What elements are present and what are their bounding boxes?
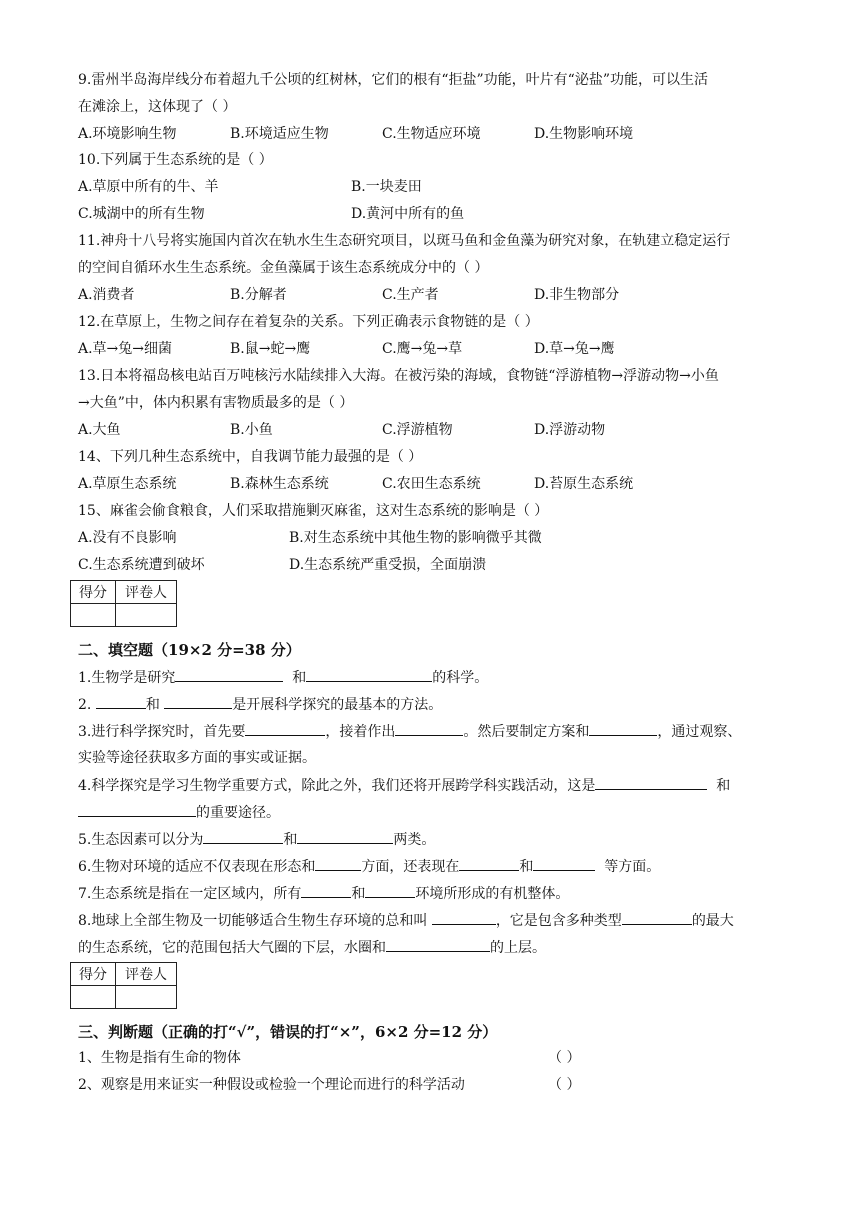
option-a: A.草原中所有的牛、羊	[78, 179, 219, 195]
option-d: D.草→兔→鹰	[534, 341, 615, 357]
question-15-options-row1	[78, 526, 788, 550]
score-cell[interactable]	[71, 604, 116, 627]
option-a: A.环境影响生物	[78, 126, 177, 142]
answer-blank[interactable]	[96, 692, 146, 709]
fill-question-2	[78, 692, 788, 716]
text: 的重要途径。	[196, 805, 280, 821]
option-a: A.没有不良影响	[78, 530, 177, 546]
answer-blank[interactable]	[589, 719, 657, 736]
question-13-options	[78, 418, 788, 442]
text: 的最大	[691, 913, 734, 929]
question-text: 11.神舟十八号将实施国内首次在轨水生生态研究项目，以斑马鱼和金鱼藻为研究对象，在轨建立稳定运行	[78, 233, 731, 249]
text: ，它是包含多种类型	[495, 913, 622, 929]
grader-label: 评卷人	[116, 963, 177, 986]
fill-question-3-cont	[78, 746, 788, 770]
text: ，接着作出	[325, 724, 396, 740]
section-heading-true-false	[78, 1020, 788, 1044]
fill-question-4	[78, 773, 788, 797]
answer-blank[interactable]	[595, 773, 707, 790]
option-d: D.生态系统严重受损，全面崩溃	[289, 557, 487, 573]
text: 的生态系统，它的范围包括大气圈的下层，水圈和	[78, 940, 386, 956]
text: 和	[292, 670, 307, 686]
question-10-stem	[78, 148, 788, 172]
answer-paren[interactable]: （ ）	[548, 1077, 581, 1093]
text: 方面，还表现在	[361, 859, 460, 875]
score-table	[70, 580, 177, 627]
option-d: D.黄河中所有的鱼	[351, 206, 465, 222]
fill-question-5	[78, 827, 788, 851]
question-text: 9.雷州半岛海岸线分布着超九千公顷的红树林，它们的根有“拒盐”功能，叶片有“泌盐”功能，可以生活	[78, 72, 708, 88]
judge-question-1	[78, 1046, 788, 1070]
question-14-stem	[78, 445, 788, 469]
option-d: D.生物影响环境	[534, 126, 634, 142]
text: 和	[351, 886, 366, 902]
fill-question-3	[78, 719, 788, 743]
text: 的上层。	[490, 940, 546, 956]
answer-blank[interactable]	[365, 881, 415, 898]
text: 5.生态因素可以分为	[78, 832, 204, 848]
answer-blank[interactable]	[315, 854, 361, 871]
option-b: B.环境适应生物	[230, 126, 329, 142]
answer-blank[interactable]	[175, 665, 283, 682]
question-14-options	[78, 472, 788, 496]
fill-question-8-cont	[78, 935, 788, 959]
question-12-stem	[78, 310, 788, 334]
text: 1、生物是指有生命的物体	[78, 1050, 241, 1066]
option-c: C.鹰→兔→草	[382, 341, 463, 357]
text: 7.生态系统是指在一定区域内，所有	[78, 886, 302, 902]
answer-blank[interactable]	[245, 719, 325, 736]
option-b: B.分解者	[230, 287, 287, 303]
option-d: D.苔原生态系统	[534, 476, 634, 492]
answer-blank[interactable]	[306, 665, 432, 682]
text: 的科学。	[432, 670, 489, 686]
text: 2.	[78, 697, 96, 713]
fill-question-6	[78, 854, 788, 878]
text: 1.生物学是研究	[78, 670, 176, 686]
text: 8.地球上全部生物及一切能够适合生物生存环境的总和叫	[78, 913, 432, 929]
answer-blank[interactable]	[301, 881, 351, 898]
option-d: D.浮游动物	[534, 422, 606, 438]
heading-text: 三、判断题（正确的打“√”，错误的打“×”，6×2 分=12 分）	[78, 1023, 498, 1041]
text: 等方面。	[604, 859, 661, 875]
question-11-stem-cont	[78, 256, 788, 280]
question-11-stem	[78, 229, 788, 253]
text: 实验等途径获取多方面的事实或证据。	[78, 750, 316, 766]
question-11-options	[78, 283, 788, 307]
question-text: →大鱼”中，体内积累有害物质最多的是（ ）	[78, 395, 354, 411]
option-a: A.消费者	[78, 287, 135, 303]
question-15-options-row2	[78, 553, 788, 577]
option-c: C.浮游植物	[382, 422, 453, 438]
text: 2、观察是用来证实一种假设或检验一个理论而进行的科学活动	[78, 1077, 465, 1093]
answer-blank[interactable]	[203, 827, 283, 844]
question-text: 在滩涂上，这体现了（ ）	[78, 99, 237, 115]
question-9-options	[78, 122, 788, 146]
question-13-stem-cont	[78, 391, 788, 415]
question-text: 13.日本将福岛核电站百万吨核污水陆续排入大海。在被污染的海域，食物链“浮游植物→浮游动物→小鱼	[78, 368, 719, 384]
option-c: C.农田生态系统	[382, 476, 481, 492]
text: 和	[283, 832, 298, 848]
grader-label: 评卷人	[116, 581, 177, 604]
option-c: C.生物适应环境	[382, 126, 481, 142]
text: 和	[519, 859, 534, 875]
option-c: C.生产者	[382, 287, 439, 303]
option-b: B.森林生态系统	[230, 476, 329, 492]
answer-blank[interactable]	[622, 908, 692, 925]
answer-blank[interactable]	[164, 692, 232, 709]
text: 和	[145, 697, 165, 713]
question-13-stem	[78, 364, 788, 388]
text: 和	[716, 778, 731, 794]
question-12-options	[78, 337, 788, 361]
answer-blank[interactable]	[395, 719, 463, 736]
answer-blank[interactable]	[533, 854, 595, 871]
text: 是开展科学探究的最基本的方法。	[232, 697, 443, 713]
answer-blank[interactable]	[459, 854, 519, 871]
question-9-stem	[78, 68, 788, 92]
text: 3.进行科学探究时，首先要	[78, 724, 246, 740]
option-d: D.非生物部分	[534, 287, 620, 303]
answer-blank[interactable]	[386, 935, 490, 952]
option-c: C.生态系统遭到破坏	[78, 557, 205, 573]
text: 6.生物对环境的适应不仅表现在形态和	[78, 859, 316, 875]
option-b: B.鼠→蛇→鹰	[230, 341, 311, 357]
answer-blank[interactable]	[432, 908, 496, 925]
question-text: 14、下列几种生态系统中，自我调节能力最强的是（ ）	[78, 449, 423, 465]
question-10-options-row2	[78, 202, 788, 226]
option-b: B.对生态系统中其他生物的影响微乎其微	[289, 530, 542, 546]
score-label: 得分	[71, 581, 116, 604]
answer-paren[interactable]: （ ）	[548, 1050, 581, 1066]
section-heading-fill-blank	[78, 638, 788, 662]
option-b: B.一块麦田	[351, 179, 422, 195]
option-a: A.草原生态系统	[78, 476, 177, 492]
judge-question-2	[78, 1073, 788, 1097]
grader-cell[interactable]	[116, 604, 177, 627]
score-cell[interactable]	[71, 986, 116, 1009]
option-b: B.小鱼	[230, 422, 273, 438]
question-text: 的空间自循环水生生态系统。金鱼藻属于该生态系统成分中的（ ）	[78, 260, 489, 276]
heading-text: 二、填空题（19×2 分=38 分）	[78, 641, 301, 659]
question-10-options-row1	[78, 175, 788, 199]
option-a: A.草→兔→细菌	[78, 341, 173, 357]
question-15-stem	[78, 499, 788, 523]
text: 环境所形成的有机整体。	[415, 886, 570, 902]
fill-question-8	[78, 908, 788, 932]
fill-question-1	[78, 665, 788, 689]
grader-cell[interactable]	[116, 986, 177, 1009]
question-text: 15、麻雀会偷食粮食，人们采取措施剿灭麻雀，这对生态系统的影响是（ ）	[78, 503, 549, 519]
text: 4.科学探究是学习生物学重要方式，除此之外，我们还将开展跨学科实践活动，这是	[78, 778, 596, 794]
text: 。然后要制定方案和	[463, 724, 590, 740]
option-c: C.城湖中的所有生物	[78, 206, 205, 222]
score-table	[70, 962, 177, 1009]
fill-question-7	[78, 881, 788, 905]
question-text: 12.在草原上，生物之间存在着复杂的关系。下列正确表示食物链的是（ ）	[78, 314, 539, 330]
fill-question-4-cont	[78, 800, 788, 824]
text: 两类。	[393, 832, 436, 848]
option-a: A.大鱼	[78, 422, 121, 438]
score-label: 得分	[71, 963, 116, 986]
text: ，通过观察、	[657, 724, 742, 740]
question-text: 10.下列属于生态系统的是（ ）	[78, 152, 273, 168]
question-9-stem-cont	[78, 95, 788, 119]
answer-blank[interactable]	[297, 827, 393, 844]
answer-blank[interactable]	[78, 800, 196, 817]
